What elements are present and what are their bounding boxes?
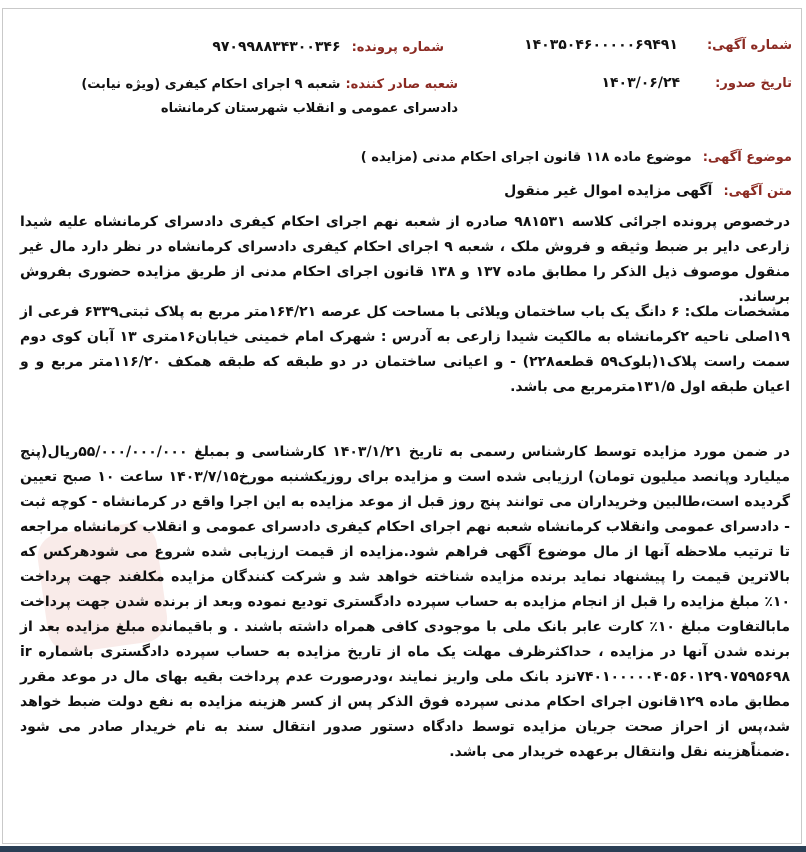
issuing-branch-label: شعبه صادر کننده: [345, 77, 458, 92]
notice-number-label: شماره آگهی: [706, 38, 792, 53]
paragraph-auction-terms: در ضمن مورد مزایده توسط کارشناس رسمی به تاریخ ۱۴۰۳/۱/۲۱ کارشناسی و بمبلغ ۵۵/۰۰۰/۰۰۰/۰۰۰ریال(پنج میلیارد وپانصد میلیون تومان) ارزیابی شده است و مزایده برای روزیکشنبه مورخ۱۴۰۳/۷/۱۵ ساعت ۱۰ صبح تعیین گردیده است،طالبین وخریداران می توانند پنج روز قبل از موعد مزایده به این اجرا واقع در کرمانشاه - کوچه ثبت - دادسرای عمومی وانقلاب کرمانشاه شعبه نهم اجرای احکام کیفری دادسرای عمومی و انقلاب کرمانشاه مراجعه تا ترتیب ملاحظه آنها از مال موضوع آگهی فراهم شود.مزایده از قیمت ارزیابی شده شروع می شودهرکس که بالاترین قیمت را پیشنهاد نماید برنده مزایده شناخته خواهد شد و شرکت کنندگان مزایده مکلفند جهت پرداخت ۱۰٪ مبلغ مزایده را قبل از انجام مزایده به حساب سپرده دادگستری تودیع نموده وبعد از برنده شدن جهت پرداخت مابالتفاوت مبلغ ۱۰٪ کارت عابر بانک ملی با موجودی کافی همراه داشته باشند . و باقیمانده مبلغ مزایده بعد از برنده شدن آنها در مزایده ، حداکثرظرف مهلت یک ماه از تاریخ مزایده به حساب سپرده دادگستری باشماره ir ۷۴۰۱۰۰۰۰۰۴۰۵۶۰۱۲۹۰۷۵۹۵۶۹۸نزد بانک ملی واریز نمایند ،ودرصورت عدم پرداخت بقیه بهای مال در موعد مقرر مطابق ماده ۱۲۹قانون اجرای احکام مدنی سپرده فوق الذکر پس از کسر هزینه مزایده به نفع دولت ضبط خواهد شد،پس از احراز صحت جریان مزایده توسط دادگاه دستور صدور انتقال سند به نام خریدار صادر می شود .ضمناًهزینه نقل وانتقال برعهده خریدار می باشد. [20, 444, 791, 760]
issue-date: ۱۴۰۳/۰۶/۲۴ [601, 75, 681, 91]
issuing-branch-row [28, 72, 458, 120]
case-number-label: شماره پرونده: [351, 40, 444, 55]
notice-text-label: متن آگهی: [723, 184, 792, 199]
case-number: ۹۷۰۹۹۸۸۳۴۳۰۰۳۴۶ [212, 39, 341, 55]
paragraph-case: درخصوص پرونده اجرائی کلاسه ۹۸۱۵۳۱ صادره از شعبه نهم اجرای احکام کیفری دادسرای کرمانشاه علیه شیدا زارعی دایر بر ضبط وثیقه و فروش ملک ، شعبه ۹ اجرای احکام کیفری دادسرای کرمانشاه در نظر دارد مال غیر منقول موصوف ذیل الذکر را مطابق ماده ۱۳۷ و ۱۳۸ قانون اجرای احکام مدنی از طریق مزایده حضوری بفروش برساند. [20, 214, 791, 305]
paragraph-property: مشخصات ملک: ۶ دانگ یک باب ساختمان ویلائی با مساحت کل عرصه ۱۶۴/۲۱متر مربع به پلاک ثبتی۶۳۳۹ فرعی از ۱۹اصلی ناحیه ۲کرمانشاه به مالکیت شیدا زارعی به آدرس : شهرک امام خمینی خیابان۱۶متری ۱۳ آبان کوی دوم سمت راست پلاک۱(بلوک۵۹ قطعه۲۲۸) - و اعیانی ساختمان در دو طبقه که طبقه همکف ۱۱۶/۲۰متر مربع و و اعیان طبقه اول ۱۳۱/۵مترمربع می باشد. [20, 304, 791, 395]
subject-value: موضوع ماده ۱۱۸ قانون اجرای احکام مدنی (مزایده ) [360, 150, 692, 165]
case-number-row [212, 36, 444, 55]
notice-text-row [504, 180, 792, 199]
issue-date-row [601, 72, 792, 91]
notice-number-row [524, 34, 792, 53]
notice-number: ۱۴۰۳۵۰۴۶۰۰۰۰۰۶۹۴۹۱ [524, 37, 678, 53]
issue-date-label: تاریخ صدور: [715, 76, 792, 91]
subject-label: موضوع آگهی: [702, 150, 792, 165]
issuing-branch: شعبه ۹ اجرای احکام کیفری (ویژه نیابت) دادسرای عمومی و انقلاب شهرستان کرمانشاه [81, 77, 458, 116]
notice-heading: آگهی مزایده اموال غیر منقول [504, 183, 713, 199]
bottom-bar [0, 846, 806, 852]
subject-row [361, 146, 792, 165]
